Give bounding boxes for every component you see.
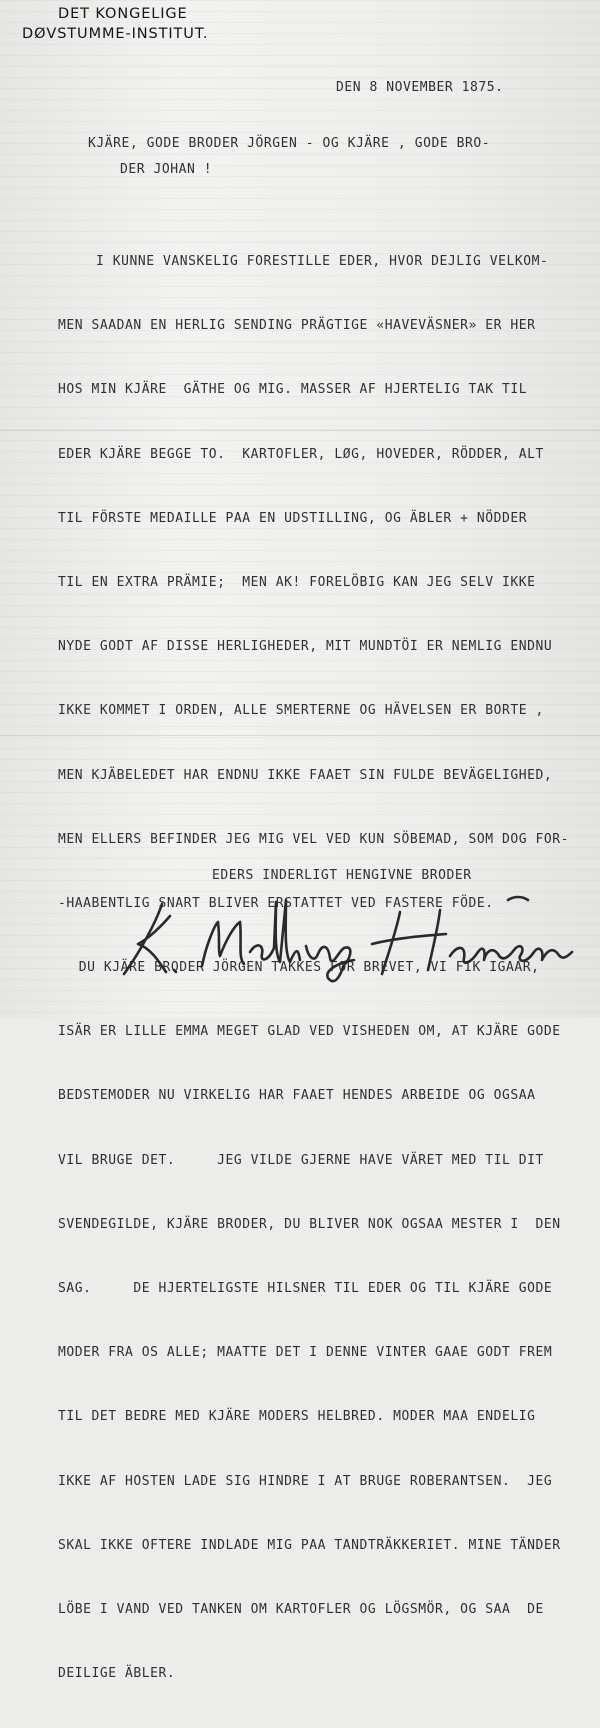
body-line: MEN ELLERS BEFINDER JEG MIG VEL VED KUN SÖBEMAD, SOM DOG FOR- bbox=[58, 831, 569, 847]
body-line: HOS MIN KJÄRE GÄTHE OG MIG. MASSER AF HJERTELIG TAK TIL bbox=[58, 382, 528, 398]
letterhead-line-1: DET KONGELIGE bbox=[58, 6, 188, 22]
salutation-line-2: DER JOHAN ! bbox=[120, 162, 213, 177]
body-line: MEN KJÄBELEDET HAR ENDNU IKKE FAAET SIN FULDE BEVÄGELIGHED, bbox=[58, 767, 553, 783]
salutation-line-1: KJÄRE, GODE BRODER JÖRGEN - OG KJÄRE , GODE BRO- bbox=[88, 136, 491, 151]
letter-date: DEN 8 NOVEMBER 1875. bbox=[336, 80, 504, 95]
body-line: SKAL IKKE OFTERE INDLADE MIG PAA TANDTRÄKKERIET. MINE TÄNDER bbox=[58, 1537, 561, 1553]
body-line: -HAABENTLIG SNART BLIVER ERSTATTET VED FASTERE FÖDE. bbox=[58, 895, 494, 911]
body-line: SAG. DE HJERTELIGSTE HILSNER TIL EDER OG TIL KJÄRE GODE bbox=[58, 1281, 553, 1296]
letterhead-line-2: DØVSTUMME-INSTITUT. bbox=[22, 26, 209, 42]
body-line: IKKE AF HOSTEN LADE SIG HINDRE I AT BRUGE ROBERANTSEN. JEG bbox=[58, 1473, 553, 1489]
body-line: EDER KJÄRE BEGGE TO. KARTOFLER, LØG, HOVEDER, RÖDDER, ALT bbox=[58, 446, 544, 462]
body-line: I KUNNE VANSKELIG FORESTILLE EDER, HVOR DEJLIG VELKOM- bbox=[96, 254, 549, 269]
handwritten-signature bbox=[110, 882, 590, 992]
body-line: BEDSTEMODER NU VIRKELIG HAR FAAET HENDES ARBEIDE OG OGSAA bbox=[58, 1088, 536, 1104]
body-line: MODER FRA OS ALLE; MAATTE DET I DENNE VINTER GAAE GODT FREM bbox=[58, 1345, 553, 1361]
body-line: NYDE GODT AF DISSE HERLIGHEDER, MIT MUNDTÖI ER NEMLIG ENDNU bbox=[58, 639, 553, 655]
closing-line: EDERS INDERLIGT HENGIVNE BRODER bbox=[212, 868, 472, 883]
body-line: TIL EN EXTRA PRÄMIE; MEN AK! FORELÖBIG KAN JEG SELV IKKE bbox=[58, 574, 536, 590]
body-line: DEILIGE ÄBLER. bbox=[58, 1666, 176, 1682]
body-line: ISÄR ER LILLE EMMA MEGET GLAD VED VISHEDEN OM, AT KJÄRE GODE bbox=[58, 1024, 561, 1040]
letterhead bbox=[22, 4, 208, 44]
body-line: SVENDEGILDE, KJÄRE BRODER, DU BLIVER NOK OGSAA MESTER I DEN bbox=[58, 1216, 561, 1232]
body-line: TIL FÖRSTE MEDAILLE PAA EN UDSTILLING, OG ÄBLER + NÖDDER bbox=[58, 510, 528, 526]
body-line: DU KJÄRE BRODER JÖRGEN TAKKES FOR BREVET, VI FIK IGAAR, bbox=[62, 960, 540, 976]
body-line: IKKE KOMMET I ORDEN, ALLE SMERTERNE OG HÄVELSEN ER BORTE , bbox=[58, 703, 544, 719]
body-line: LÖBE I VAND VED TANKEN OM KARTOFLER OG LÖGSMÖR, OG SAA DE bbox=[58, 1601, 544, 1617]
body-line: VIL BRUGE DET. JEG VILDE GJERNE HAVE VÄRET MED TIL DIT bbox=[58, 1152, 544, 1168]
body-line: MEN SAADAN EN HERLIG SENDING PRÄGTIGE «HAVEVÄSNER» ER HER bbox=[58, 318, 536, 334]
body-line: TIL DET BEDRE MED KJÄRE MODERS HELBRED. MODER MAA ENDELIG bbox=[58, 1409, 536, 1425]
